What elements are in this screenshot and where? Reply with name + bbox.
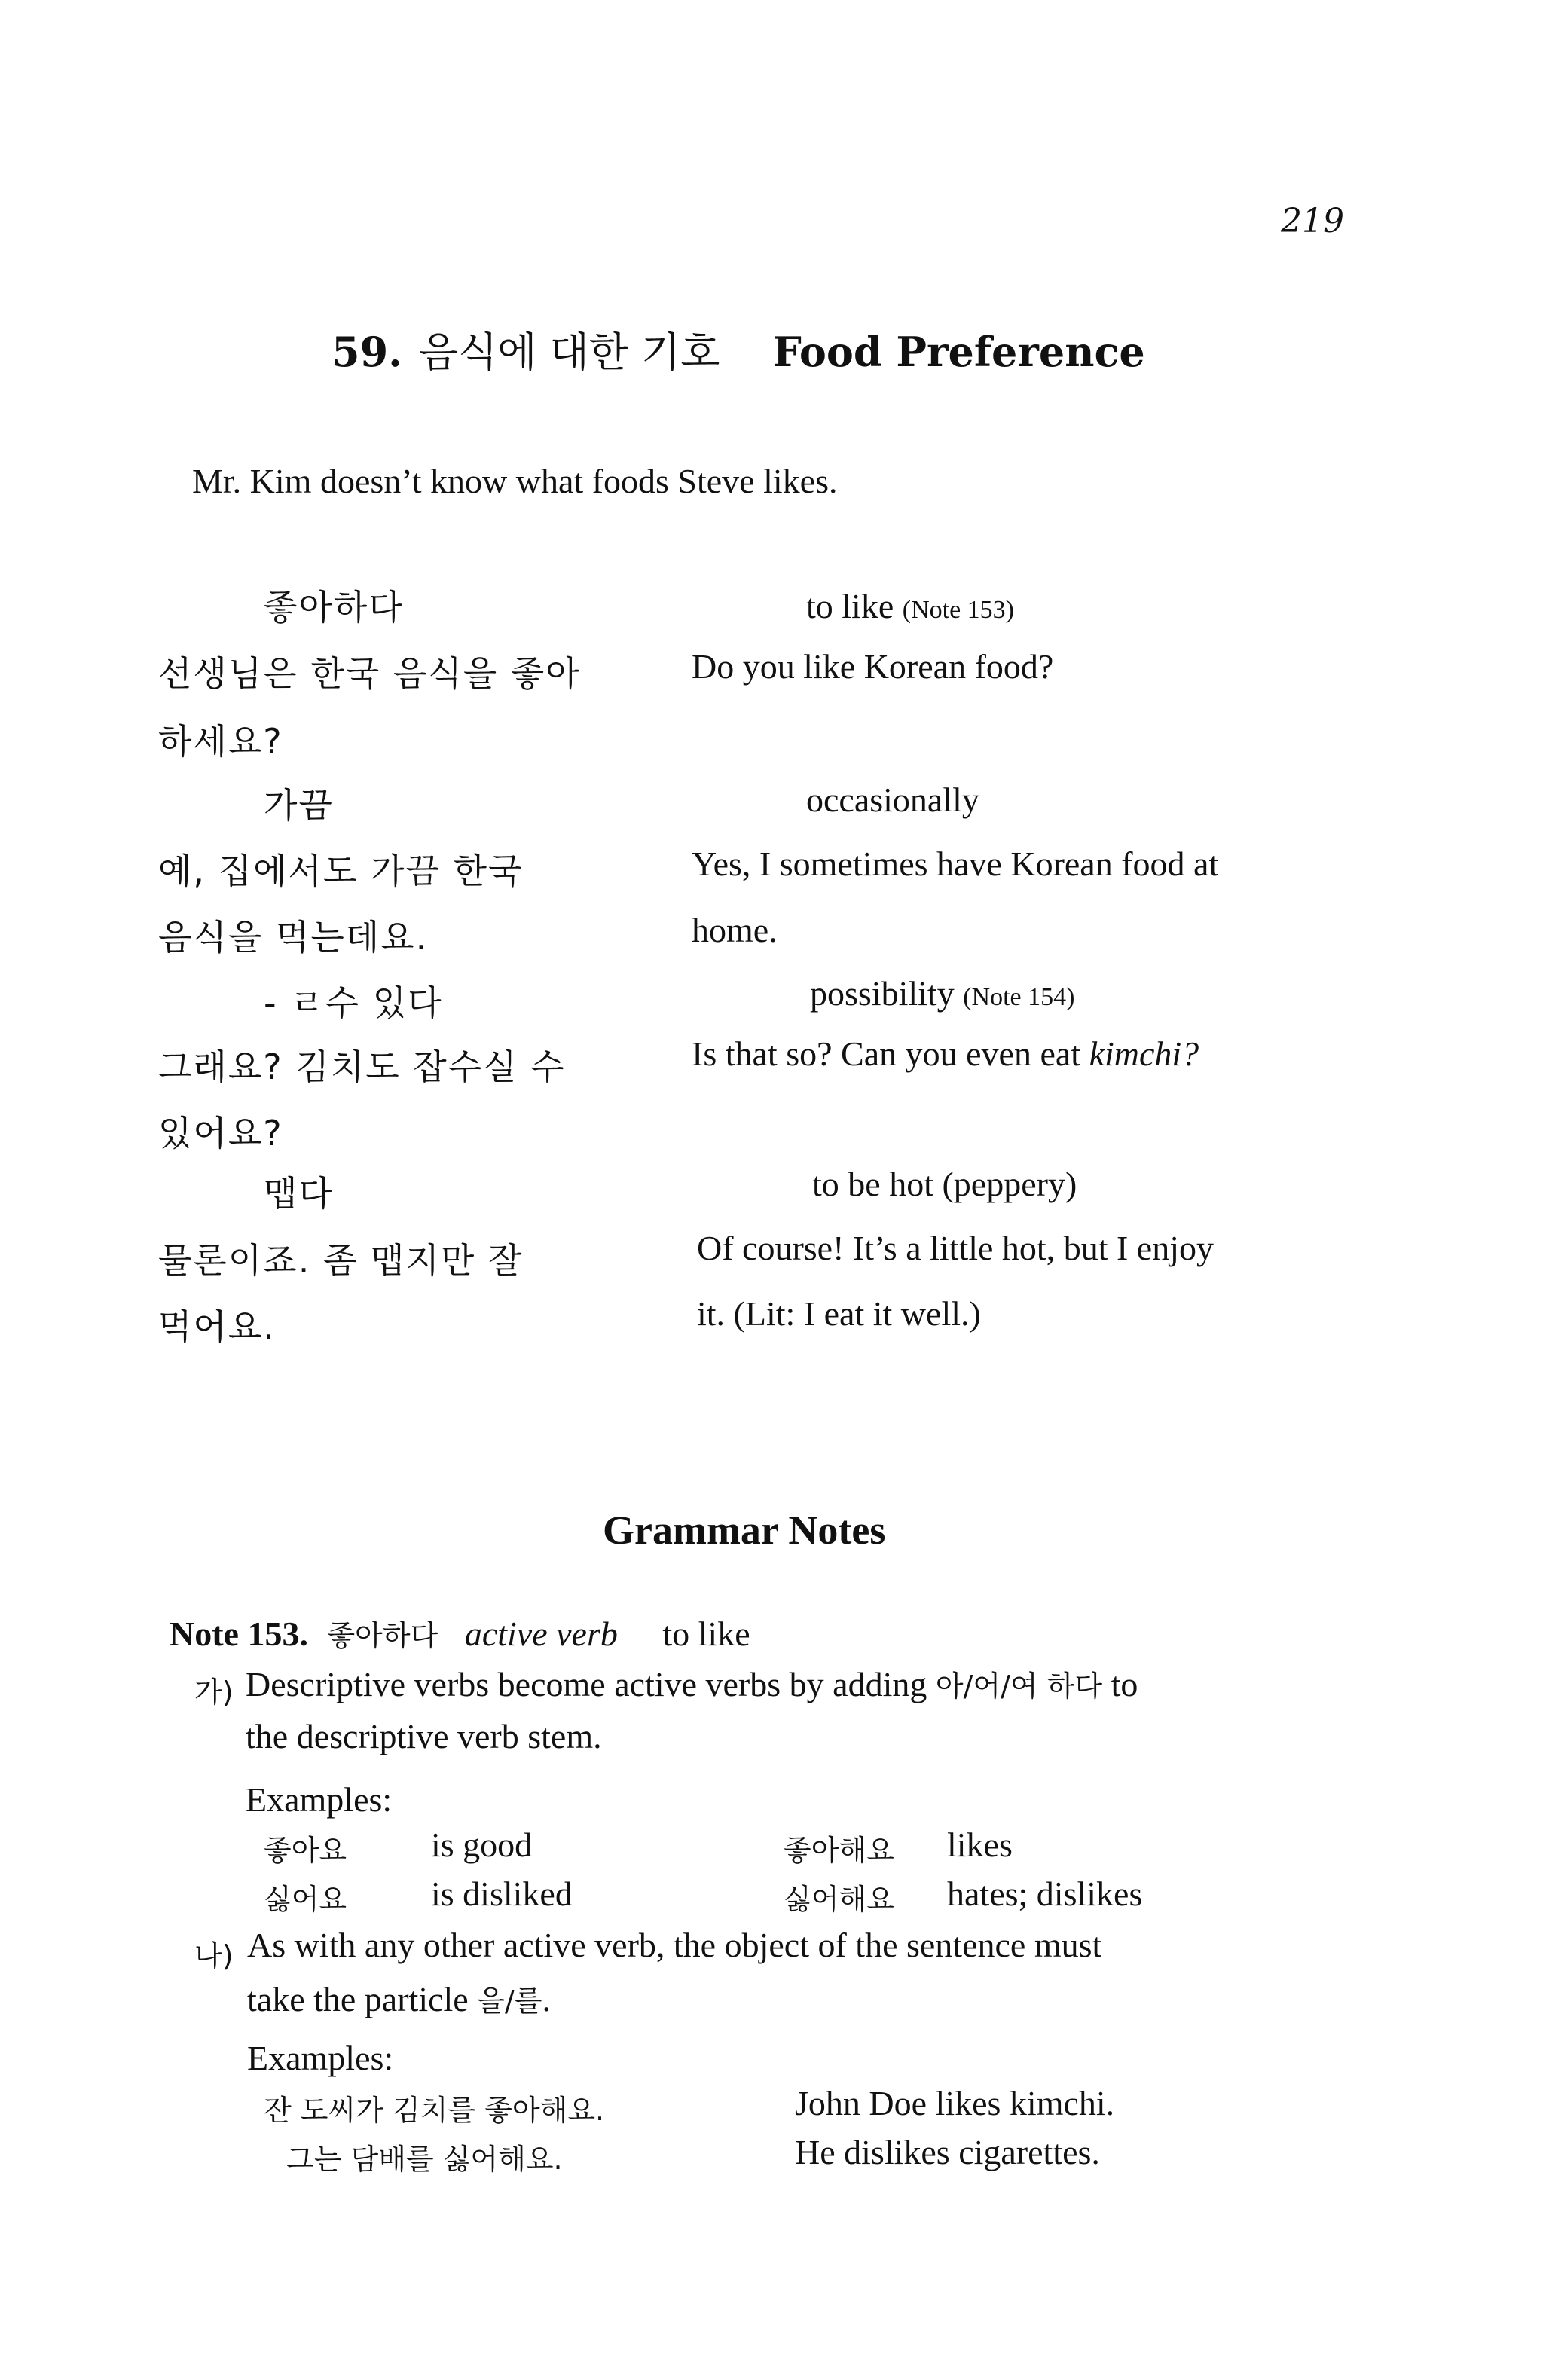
example-korean: 잔 도씨가 김치를 좋아해요. [264,2094,605,2127]
note-reference: (Note 154) [963,983,1075,1011]
vocab-english [810,973,1074,1013]
grammar-text: Descriptive verbs become active verbs by adding [246,1665,936,1703]
example-english: likes [947,1825,1013,1864]
dialogue-english-line [692,1034,1199,1074]
grammar-notes-heading: Grammar Notes [603,1508,886,1553]
item-marker: 나) [194,1939,234,1972]
grammar-text: . [542,1980,551,2018]
examples-label: Examples: [247,2039,394,2077]
grammar-text-line [247,1978,551,2019]
note-heading [170,1612,750,1654]
dialogue-english-line: it. (Lit: I eat it well.) [697,1294,981,1333]
vocab-meaning: possibility [810,974,955,1013]
vocab-korean: 좋아하다 [264,587,404,628]
item-marker: 가) [194,1676,234,1709]
example-english: He dislikes cigarettes. [795,2133,1100,2171]
example-english: is disliked [431,1874,573,1913]
note-meaning: to like [662,1615,750,1653]
dialogue-korean-line: 예, 집에서도 가끔 한국 [158,851,524,891]
intro-text: Mr. Kim doesn’t know what foods Steve likes. [192,462,838,500]
grammar-text: to [1102,1665,1138,1703]
vocab-korean: 가끔 [264,785,334,826]
note-reference: (Note 153) [902,596,1015,624]
lesson-number: 59. [332,328,402,376]
dialogue-english-text: Is that so? Can you even eat [692,1034,1089,1073]
dialogue-english-line: Of course! It’s a little hot, but I enjoy [697,1229,1215,1267]
example-english: John Doe likes kimchi. [795,2084,1115,2122]
dialogue-korean-line: 선생님은 한국 음식을 좋아 [158,653,581,694]
example-english: hates; dislikes [947,1874,1143,1913]
dialogue-korean-line: 음식을 먹는데요. [158,917,429,958]
dialogue-korean-line: 하세요? [158,721,283,762]
example-korean: 싫어요 [264,1883,347,1916]
example-korean: 좋아해요 [784,1834,894,1867]
grammar-text-line: As with any other active verb, the object of the sentence must [247,1926,1102,1964]
example-korean: 싫어해요 [784,1883,894,1916]
lesson-title-english: Food Preference [772,328,1145,376]
dialogue-korean-line: 그래요? 김치도 잡수실 수 [158,1046,566,1087]
dialogue-english-line: Do you like Korean food? [692,647,1054,686]
example-english: is good [431,1825,533,1864]
grammar-text-line: the descriptive verb stem. [246,1717,602,1755]
vocab-english: occasionally [806,781,979,819]
vocab-meaning: to like [806,587,894,625]
dialogue-korean-line: 먹어요. [158,1306,276,1347]
dialogue-korean-line: 있어요? [158,1113,283,1153]
note-korean: 좋아하다 [327,1619,438,1652]
grammar-text: take the particle [247,1980,478,2018]
vocab-english [806,586,1014,626]
examples-label: Examples: [246,1780,393,1819]
dialogue-korean-line: 물론이죠. 좀 맵지만 잘 [158,1240,524,1281]
example-korean: 그는 담배를 싫어해요. [286,2143,563,2176]
note-label: Note 153. [170,1615,308,1653]
lesson-title-korean: 음식에 대한 기호 [418,328,720,376]
example-korean: 좋아요 [264,1834,347,1867]
grammar-korean: 아/어/여 하다 [935,1670,1103,1703]
lesson-title [332,320,1145,378]
vocab-english: to be hot (peppery) [812,1165,1077,1203]
dialogue-english-line: home. [692,911,778,949]
grammar-korean: 을/를 [477,1984,542,2018]
vocab-korean: 맵다 [264,1173,334,1214]
dialogue-english-line: Yes, I sometimes have Korean food at [692,845,1219,883]
note-type: active verb [464,1615,618,1653]
dialogue-english-italic: kimchi? [1089,1034,1199,1073]
page-number: 219 [1281,202,1344,240]
grammar-text-line [246,1663,1138,1704]
vocab-korean: - ㄹ수 있다 [264,982,443,1023]
